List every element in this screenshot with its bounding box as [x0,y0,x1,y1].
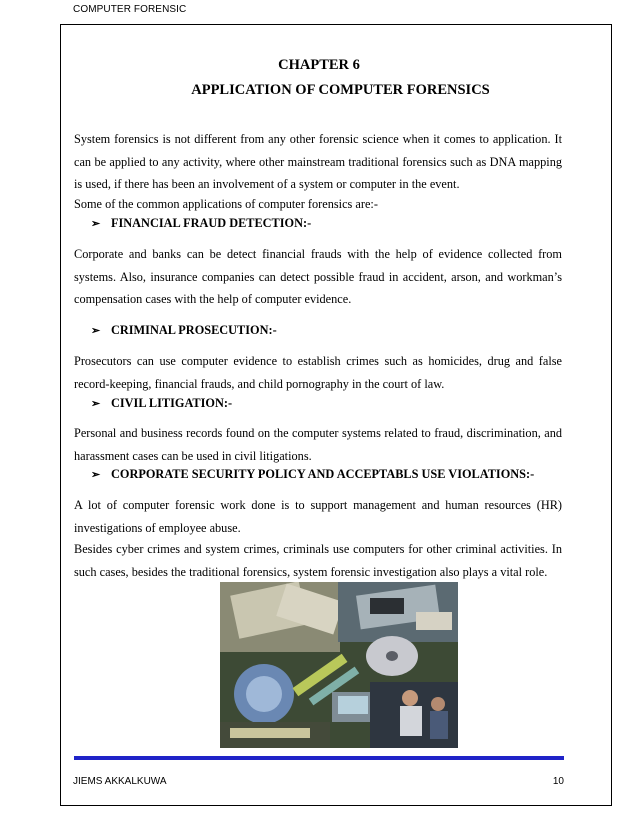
chapter-title: APPLICATION OF COMPUTER FORENSICS [191,82,490,98]
section-heading [91,323,277,338]
section-heading-text: CORPORATE SECURITY POLICY AND ACCEPTABLS USE VIOLATIONS:- [111,467,535,481]
page-number: 10 [552,776,564,787]
arrow-bullet-icon: ➢ [91,325,101,337]
section-heading-text: FINANCIAL FRAUD DETECTION:- [111,216,312,230]
arrow-bullet-icon: ➢ [91,398,101,410]
running-header: COMPUTER FORENSIC [73,4,187,15]
section-paragraph: Besides cyber crimes and system crimes, criminals use computers for other criminal activities. In such cases, besides the traditional forensics, system forensic investigation also plays a vital role. [74,542,562,579]
section-paragraph: A lot of computer forensic work done is to support management and human resources (HR) investigations of employee abuse. [74,498,562,535]
section-paragraph: Corporate and banks can be detect financial frauds with the help of evidence collected from systems. Also, insurance companies can detect possible fraud in accident, arson, and workman’s compensation cases with the help of computer evidence. [74,247,562,306]
forensics-collage-image [220,582,458,748]
section-paragraph: Personal and business records found on the computer systems related to fraud, discrimination, and harassment cases can be used in civil litigations. [74,426,562,463]
arrow-bullet-icon: ➢ [91,469,101,481]
chapter-number: CHAPTER 6 [278,57,360,73]
section-heading [91,216,311,231]
footer-institution: JIEMS AKKALKUWA [73,776,167,787]
arrow-bullet-icon: ➢ [91,218,101,230]
intro-lead-in: Some of the common applications of computer forensics are:- [74,197,378,211]
section-heading [91,396,232,411]
section-heading [91,467,534,482]
section-heading-text: CIVIL LITIGATION:- [111,396,233,410]
section-paragraph: Prosecutors can use computer evidence to establish crimes such as homicides, drug and false record-keeping, financial frauds, and child pornography in the court of law. [74,354,562,391]
section-heading-text: CRIMINAL PROSECUTION:- [111,323,277,337]
collage-graphic [220,582,458,748]
footer-rule [74,756,564,760]
intro-paragraph: System forensics is not different from any other forensic science when it comes to application. It can be applied to any activity, where other mainstream traditional forensics such as DNA mapping is used, if there has been an involvement of a system or computer in the event. [74,132,562,191]
